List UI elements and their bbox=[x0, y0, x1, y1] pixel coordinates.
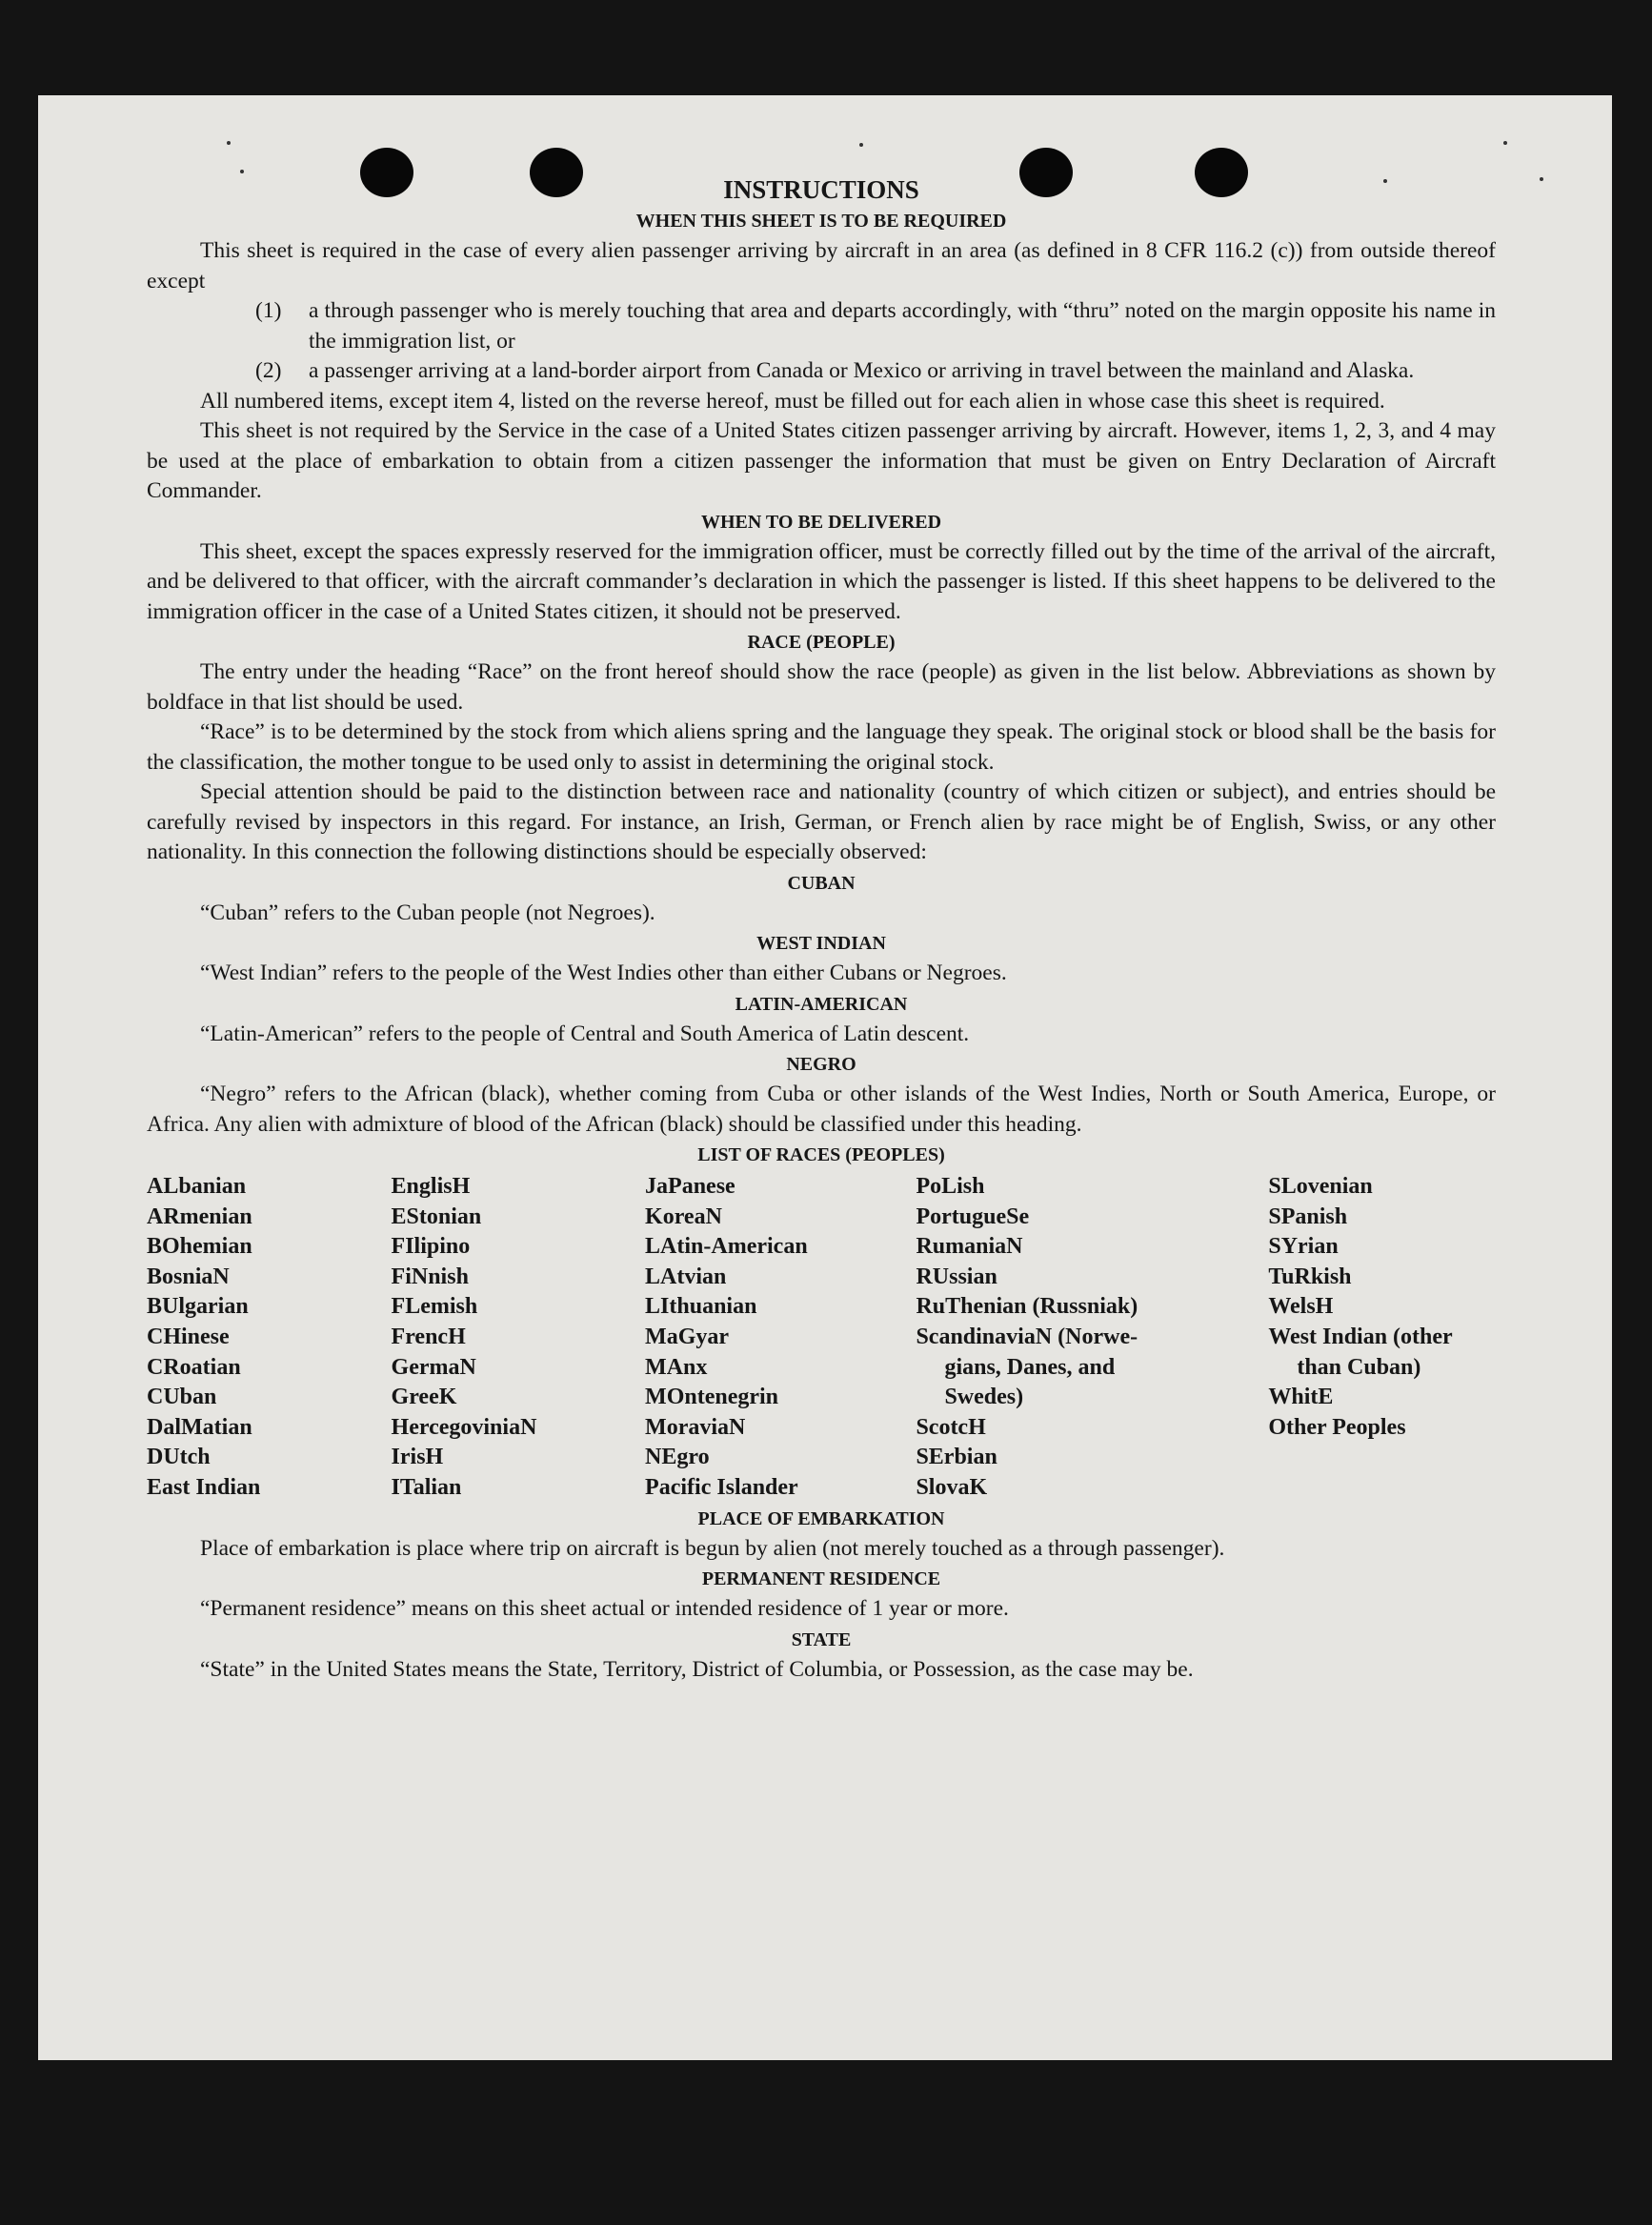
race-entry: CRoatian bbox=[147, 1354, 241, 1380]
heading-when-delivered: WHEN TO BE DELIVERED bbox=[700, 511, 942, 533]
heading-permanent-residence: PERMANENT RESIDENCE bbox=[701, 1568, 941, 1590]
race-entry: WhitE bbox=[1268, 1385, 1334, 1410]
page-title: INSTRUCTIONS bbox=[723, 175, 919, 204]
race-column-2 bbox=[392, 1172, 646, 1504]
race-entry: BUlgarian bbox=[147, 1294, 249, 1320]
exception-text: a passenger arriving at a land-border airport from Canada or Mexico or arriving in travel between the mainland and Alaska. bbox=[309, 358, 1415, 383]
race-entry: ScotcH bbox=[916, 1414, 986, 1440]
race-entry: RuThenian (Russniak) bbox=[916, 1294, 1138, 1320]
cuban-text: “Cuban” refers to the Cuban people (not Negroes). bbox=[200, 900, 655, 925]
speck bbox=[1383, 179, 1387, 183]
race-column-3 bbox=[645, 1172, 916, 1504]
race-entry: DUtch bbox=[147, 1445, 211, 1470]
race-entry: East Indian bbox=[147, 1474, 261, 1500]
race-para-1: The entry under the heading “Race” on the front hereof should show the race (people) as given in the list below. Abbreviations as shown by boldface in that list should be used. bbox=[147, 659, 1496, 715]
race-entry: WelsH bbox=[1268, 1294, 1334, 1320]
permanent-residence-text: “Permanent residence” means on this sheet actual or intended residence of 1 year or more. bbox=[200, 1596, 1009, 1622]
race-entry: BosniaN bbox=[147, 1264, 230, 1289]
race-entry: FiNnish bbox=[391, 1264, 469, 1289]
heading-race: RACE (PEOPLE) bbox=[747, 632, 896, 653]
race-entry: PortugueSe bbox=[916, 1204, 1030, 1229]
when-required-intro: This sheet is required in the case of every alien passenger arriving by aircraft in an area (as defined in 8 CFR 116.2 (c)) from outside thereof except bbox=[147, 238, 1496, 293]
punch-hole bbox=[530, 148, 583, 197]
heading-negro: NEGRO bbox=[786, 1054, 856, 1075]
punch-hole bbox=[360, 148, 413, 197]
when-required-numbered-items: All numbered items, except item 4, listed on the reverse hereof, must be filled out for each alien in whose case this sheet is required. bbox=[200, 388, 1385, 414]
speck bbox=[1503, 141, 1507, 145]
speck bbox=[227, 141, 231, 145]
exception-number: (2) bbox=[255, 358, 282, 383]
heading-when-required: WHEN THIS SHEET IS TO BE REQUIRED bbox=[635, 211, 1007, 232]
race-entry: SErbian bbox=[916, 1445, 997, 1470]
speck bbox=[240, 170, 244, 173]
race-entry: MOntenegrin bbox=[645, 1385, 779, 1410]
state-text: “State” in the United States means the State, Territory, District of Columbia, or Possession, as the case may be. bbox=[200, 1656, 1194, 1682]
when-delivered-text: This sheet, except the spaces expressly reserved for the immigration officer, must be correctly filled out by the time of the arrival of the aircraft, and be delivered to that officer, with the aircraft commander’s declaration in which the passenger is listed. If this sheet happens to be delivered to the immigration officer in the case of a United States citizen, it should not be preserved. bbox=[147, 538, 1496, 624]
race-column-5 bbox=[1268, 1172, 1496, 1504]
punch-hole bbox=[1019, 148, 1073, 197]
race-entry: gians, Danes, and bbox=[944, 1354, 1116, 1380]
race-entry: CHinese bbox=[147, 1324, 230, 1349]
race-entry: NEgro bbox=[645, 1445, 710, 1470]
race-entry: GermaN bbox=[391, 1354, 476, 1380]
race-entry: PoLish bbox=[916, 1174, 985, 1199]
race-para-3: Special attention should be paid to the distinction between race and nationality (country of which citizen or subject), and entries should be carefully revised by inspectors in this regard. For instance, an Irish, German, or French alien by race might be of English, Swiss, or any other nationality. In this connection the following distinctions should be especially observed: bbox=[147, 779, 1496, 864]
exception-item bbox=[147, 296, 1496, 356]
exception-item bbox=[147, 356, 1496, 387]
race-entry: RumaniaN bbox=[916, 1234, 1023, 1260]
race-column-4 bbox=[916, 1172, 1268, 1504]
latin-american-text: “Latin-American” refers to the people of Central and South America of Latin descent. bbox=[200, 1021, 970, 1046]
heading-west-indian: WEST INDIAN bbox=[756, 933, 886, 954]
race-entry: ARmenian bbox=[147, 1204, 252, 1229]
race-entry: GreeK bbox=[391, 1385, 457, 1410]
race-entry: Swedes) bbox=[944, 1385, 1024, 1410]
race-entry: KoreaN bbox=[645, 1204, 722, 1229]
heading-cuban: CUBAN bbox=[787, 872, 856, 894]
race-entry: BOhemian bbox=[147, 1234, 252, 1260]
race-entry: MaGyar bbox=[645, 1324, 730, 1349]
race-entry: EStonian bbox=[391, 1204, 482, 1229]
race-list bbox=[147, 1172, 1496, 1504]
race-entry: FLemish bbox=[391, 1294, 478, 1320]
race-entry: Pacific Islander bbox=[645, 1474, 798, 1500]
race-entry: SYrian bbox=[1268, 1234, 1339, 1260]
exception-text: a through passenger who is merely touching that area and departs accordingly, with “thru” noted on the margin opposite his name in the immigration list, or bbox=[309, 298, 1496, 354]
race-entry: SLovenian bbox=[1268, 1174, 1373, 1199]
heading-latin-american: LATIN-AMERICAN bbox=[735, 993, 908, 1015]
heading-list-of-races: LIST OF RACES (PEOPLES) bbox=[697, 1144, 945, 1165]
race-entry: DalMatian bbox=[147, 1414, 252, 1440]
exception-number: (1) bbox=[255, 298, 282, 323]
heading-state: STATE bbox=[791, 1628, 852, 1650]
instruction-sheet bbox=[38, 95, 1612, 2060]
race-entry: Other Peoples bbox=[1268, 1414, 1406, 1440]
punch-hole bbox=[1195, 148, 1248, 197]
race-entry: CUban bbox=[147, 1385, 217, 1410]
race-entry: TuRkish bbox=[1268, 1264, 1352, 1289]
speck bbox=[1540, 177, 1543, 181]
race-entry: SlovaK bbox=[916, 1474, 988, 1500]
race-entry: LIthuanian bbox=[645, 1294, 757, 1320]
race-entry: EnglisH bbox=[391, 1174, 471, 1199]
race-entry: MAnx bbox=[645, 1354, 708, 1380]
race-column-1 bbox=[147, 1172, 392, 1504]
race-entry: IrisH bbox=[391, 1445, 444, 1470]
race-entry: FIlipino bbox=[391, 1234, 471, 1260]
heading-embarkation: PLACE OF EMBARKATION bbox=[697, 1507, 945, 1529]
race-entry: HercegoviniaN bbox=[391, 1414, 537, 1440]
west-indian-text: “West Indian” refers to the people of the West Indies other than either Cubans or Negroes. bbox=[200, 961, 1007, 985]
race-entry: MoraviaN bbox=[645, 1414, 746, 1440]
embarkation-text: Place of embarkation is place where trip on aircraft is begun by alien (not merely touched as a through passenger). bbox=[200, 1535, 1225, 1561]
race-entry: ScandinaviaN (Norwe- bbox=[916, 1324, 1138, 1349]
race-entry: than Cuban) bbox=[1297, 1354, 1421, 1380]
race-entry: JaPanese bbox=[645, 1174, 735, 1199]
race-entry: West Indian (other bbox=[1268, 1324, 1453, 1349]
race-entry: RUssian bbox=[916, 1264, 997, 1289]
race-entry: FrencH bbox=[391, 1324, 466, 1349]
race-entry: ITalian bbox=[391, 1474, 462, 1500]
when-required-citizen: This sheet is not required by the Service in the case of a United States citizen passenger arriving by aircraft. However, items 1, 2, 3, and 4 may be used at the place of embarkation to obtain from a citizen passenger the information that must be given on Entry Declaration of Aircraft Commander. bbox=[147, 418, 1496, 503]
race-entry: LAtin-American bbox=[645, 1234, 808, 1260]
speck bbox=[859, 143, 863, 147]
race-entry: ALbanian bbox=[147, 1174, 247, 1199]
race-entry: SPanish bbox=[1268, 1204, 1348, 1229]
negro-text: “Negro” refers to the African (black), whether coming from Cuba or other islands of the West Indies, North or South America, Europe, or Africa. Any alien with admixture of blood of the African (black) should be classified under this heading. bbox=[147, 1082, 1496, 1137]
race-para-2: “Race” is to be determined by the stock from which aliens spring and the language they speak. The original stock or blood shall be the basis for the classification, the mother tongue to be used only to assist in determining the original stock. bbox=[147, 719, 1496, 775]
race-entry: LAtvian bbox=[645, 1264, 727, 1289]
